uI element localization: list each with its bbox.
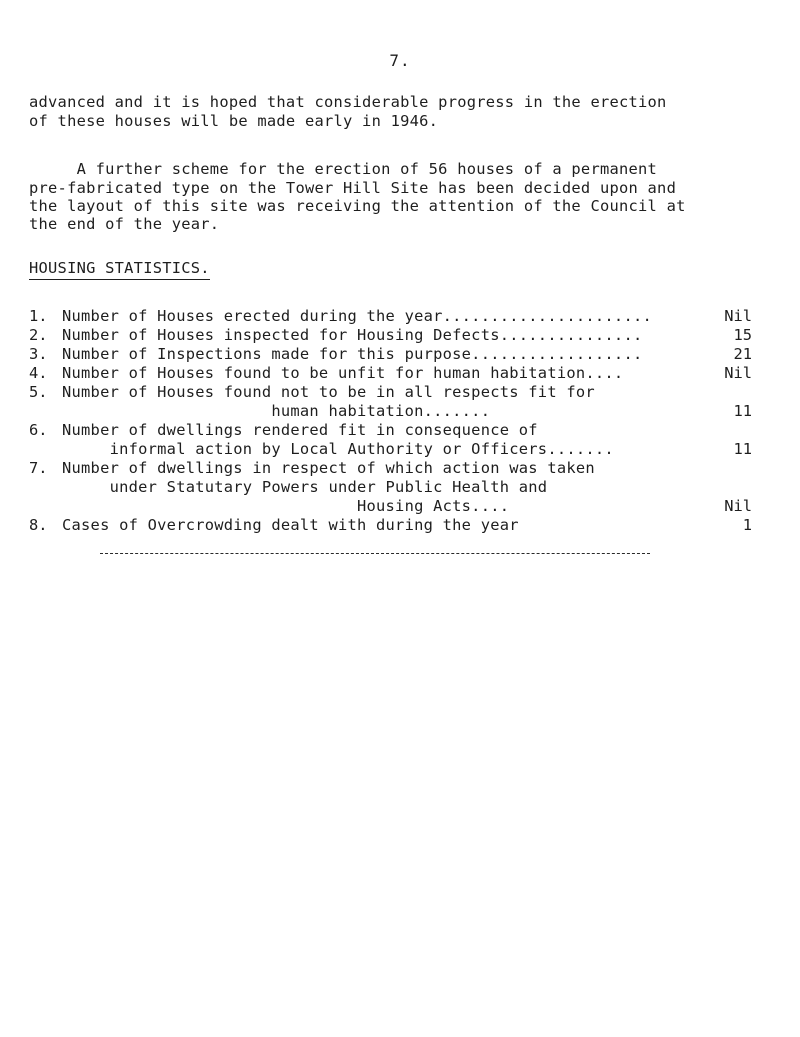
stat-4-value: Nil	[724, 364, 752, 382]
section-divider	[100, 553, 650, 554]
stat-3-number: 3.	[29, 345, 48, 363]
stat-1-number: 1.	[29, 307, 48, 325]
stat-8-value: 1	[742, 516, 752, 534]
stat-4-label: Number of Houses found to be unfit for human habitation....	[62, 364, 624, 382]
stat-6-label-line-1: Number of dwellings rendered fit in consequence of	[62, 421, 538, 439]
section-heading: HOUSING STATISTICS.	[29, 258, 210, 280]
paragraph-1-line-2: of these houses will be made early in 1946.	[29, 112, 439, 130]
stat-7-label-line-2: under Statutary Powers under Public Health and	[62, 478, 548, 496]
paragraph-1-line-1: advanced and it is hoped that considerable progress in the erection	[29, 93, 667, 111]
paragraph-2-line-1: A further scheme for the erection of 56 houses of a permanent	[29, 160, 658, 178]
stat-3-value: 21	[733, 345, 752, 363]
paragraph-2-line-4: the end of the year.	[29, 215, 220, 233]
stat-1-label: Number of Houses erected during the year......................	[62, 307, 652, 325]
stat-8-number: 8.	[29, 516, 48, 534]
paragraph-2-line-2: pre-fabricated type on the Tower Hill Site has been decided upon and	[29, 179, 677, 197]
stat-1-value: Nil	[724, 307, 752, 325]
stat-2-value: 15	[733, 326, 752, 344]
stat-7-label-line-1: Number of dwellings in respect of which action was taken	[62, 459, 595, 477]
stat-5-number: 5.	[29, 383, 48, 401]
stat-7-value: Nil	[724, 497, 752, 515]
page-number: 7.	[389, 51, 411, 70]
stat-7-label-line-3: Housing Acts....	[62, 497, 510, 515]
stat-6-number: 6.	[29, 421, 48, 439]
stat-2-label: Number of Houses inspected for Housing Defects...............	[62, 326, 643, 344]
stat-6-label-line-2: informal action by Local Authority or Officers.......	[62, 440, 614, 458]
stat-5-value: 11	[733, 402, 752, 420]
stat-5-label-line-2: human habitation.......	[62, 402, 491, 420]
stat-4-number: 4.	[29, 364, 48, 382]
stat-8-label: Cases of Overcrowding dealt with during the year	[62, 516, 519, 534]
stat-5-label-line-1: Number of Houses found not to be in all respects fit for	[62, 383, 595, 401]
stat-7-number: 7.	[29, 459, 48, 477]
stat-2-number: 2.	[29, 326, 48, 344]
stat-3-label: Number of Inspections made for this purpose..................	[62, 345, 643, 363]
stat-6-value: 11	[733, 440, 752, 458]
paragraph-2-line-3: the layout of this site was receiving the attention of the Council at	[29, 197, 686, 215]
